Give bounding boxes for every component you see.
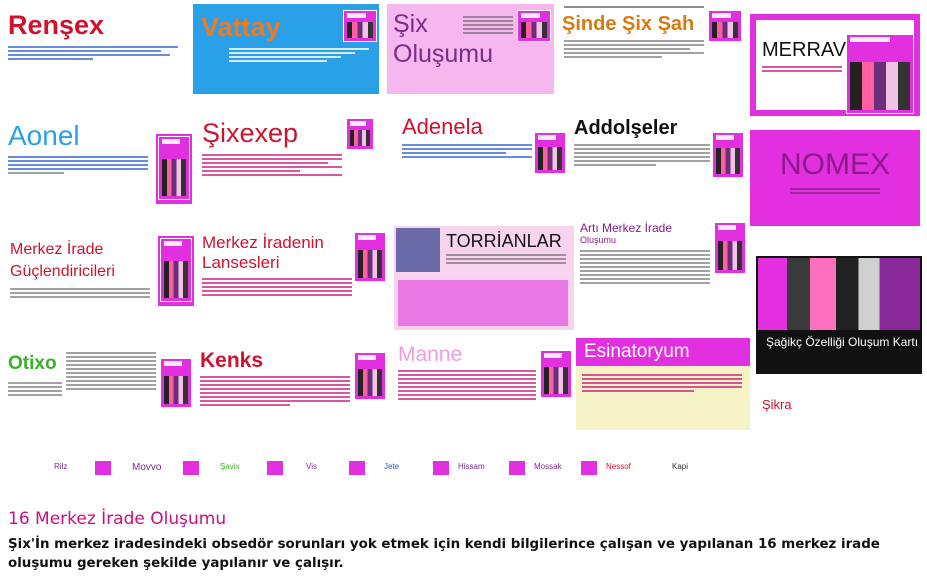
mini-card-vis[interactable] [302,458,368,492]
card-kenks[interactable] [196,342,388,446]
card-thumbnail [158,136,190,200]
card-torrianlar[interactable] [394,226,574,330]
card-esinatoryum[interactable] [576,338,750,430]
card-title: MERRAV [762,39,847,61]
card-text-lines [580,250,710,286]
card-subtitle: Oluşumu [580,235,617,245]
card-thumbnail [346,118,374,150]
card-sagikc[interactable] [756,256,922,374]
card-text-lines [398,370,536,402]
card-thumbnail [354,352,386,400]
mini-card-movvo[interactable] [128,458,202,492]
card-title: Adenela [402,114,483,139]
card-thumbnail [580,460,598,476]
card-otixo-body [66,348,192,440]
card-title: Aonel [8,120,80,151]
mini-card-row [50,458,710,494]
card-title: Kenks [200,349,264,372]
card-text-lines [564,40,704,60]
card-thumbnail [182,460,200,476]
card-title-line2: Lansesleri [202,253,280,272]
card-text-lines [8,382,62,398]
card-text-lines [202,154,342,178]
card-thumbnail [94,460,112,476]
card-vattay[interactable] [193,4,379,94]
card-title: Şağikç Özelliği Oluşum Kartı [766,335,919,349]
card-thumbnail [517,10,551,42]
card-text-lines [762,66,842,74]
card-text-lines [446,254,566,266]
mini-card-label: Rilz [54,462,68,471]
card-otixo[interactable] [4,348,64,440]
card-thumbnail [354,232,386,282]
card-title-line2: Oluşumu [393,40,494,68]
card-text-lines [200,376,350,408]
mini-card-kapi[interactable] [668,458,710,492]
page-description: Şix'İn merkez iradesindeki obsedör sorunları yok etmek için kendi bilgilerince çalışan ve yapılanan 16 merkez irade oluşumu gereken şekilde yapılanır ve çalışır. [8,537,880,571]
card-text-lines [790,188,880,196]
card-thumbnail [160,358,192,408]
card-title: Artı Merkez İrade [580,221,673,235]
mini-card-jete[interactable] [380,458,452,492]
card-sikra[interactable] [756,388,922,446]
card-thumbnail [348,460,366,476]
mini-card-rilz[interactable] [50,458,114,492]
mini-card-nessof[interactable] [602,458,666,492]
mini-card-savix[interactable] [216,458,286,492]
card-thumbnail [266,460,284,476]
card-adenela[interactable] [396,112,566,198]
card-manne[interactable] [394,340,574,444]
card-sinde-six-sah[interactable] [558,4,744,84]
card-thumbnail [714,222,746,274]
card-thumbnail [708,10,742,42]
card-text-lines [66,352,156,392]
card-thumbnail [540,350,572,398]
card-text-lines [10,288,150,300]
mini-card-label: Nessof [606,462,631,471]
card-title: Renşex [8,10,105,40]
card-title-line1: Merkez İrade [10,241,104,258]
card-text-lines [202,278,352,298]
card-addolseler[interactable] [570,112,746,198]
mini-card-label: Jete [384,462,400,471]
mini-card-label: Vis [306,462,317,471]
card-title: Addolşeler [574,117,678,139]
card-six[interactable] [387,4,554,94]
card-text-lines [574,144,710,168]
card-thumbnail [160,238,192,302]
card-text-lines [402,144,532,160]
mini-card-label: Mossak [534,462,562,471]
card-title: TORRİANLAR [446,231,562,251]
card-thumbnail [712,132,744,178]
card-merrav[interactable] [750,14,920,116]
mini-card-hissam[interactable] [454,458,528,492]
mini-card-mossak[interactable] [530,458,600,492]
card-title-line1: Şix [393,10,428,38]
card-aonel-side [156,134,192,204]
card-text-lines [229,48,369,64]
card-header-lines [564,6,704,10]
mini-card-label: Kapi [672,462,689,471]
card-lansesleri[interactable] [198,226,388,332]
card-thumbnail [343,10,377,42]
card-title: Otixo [8,353,57,374]
card-title: Vattay [201,12,281,42]
card-text-lines [463,16,513,36]
card-title: Şikra [762,397,792,412]
card-title: Şixexep [202,118,299,148]
card-thumbnail [508,460,526,476]
mini-card-label: Movvo [132,462,162,473]
card-text-lines [8,46,178,62]
card-guclendiricileri[interactable] [4,236,154,332]
card-title: Manne [398,343,463,366]
card-text-lines [582,374,742,394]
card-thumbnail [432,460,450,476]
page-title: 16 Merkez İrade Oluşumu [8,509,227,529]
card-sixexep[interactable] [196,112,376,208]
card-guclendiricileri-side [158,236,194,306]
card-aonel[interactable] [2,116,152,196]
card-rensex[interactable] [2,4,188,94]
card-text-lines [8,156,148,176]
card-thumbnail [846,34,914,114]
card-title-line1: Merkez İradenin [202,233,324,252]
card-nomex[interactable] [750,130,920,226]
card-title-line2: Güçlendiricileri [10,263,115,280]
mini-card-label: Şavix [220,462,240,471]
mini-card-label: Hissam [458,462,485,471]
card-thumbnail [534,132,566,174]
card-arti-merkez-irade[interactable] [576,218,746,328]
card-title: NOMEX [780,148,891,181]
card-title: Şinde Şix Şah [562,13,695,35]
card-title: Esinatoryum [584,341,690,362]
